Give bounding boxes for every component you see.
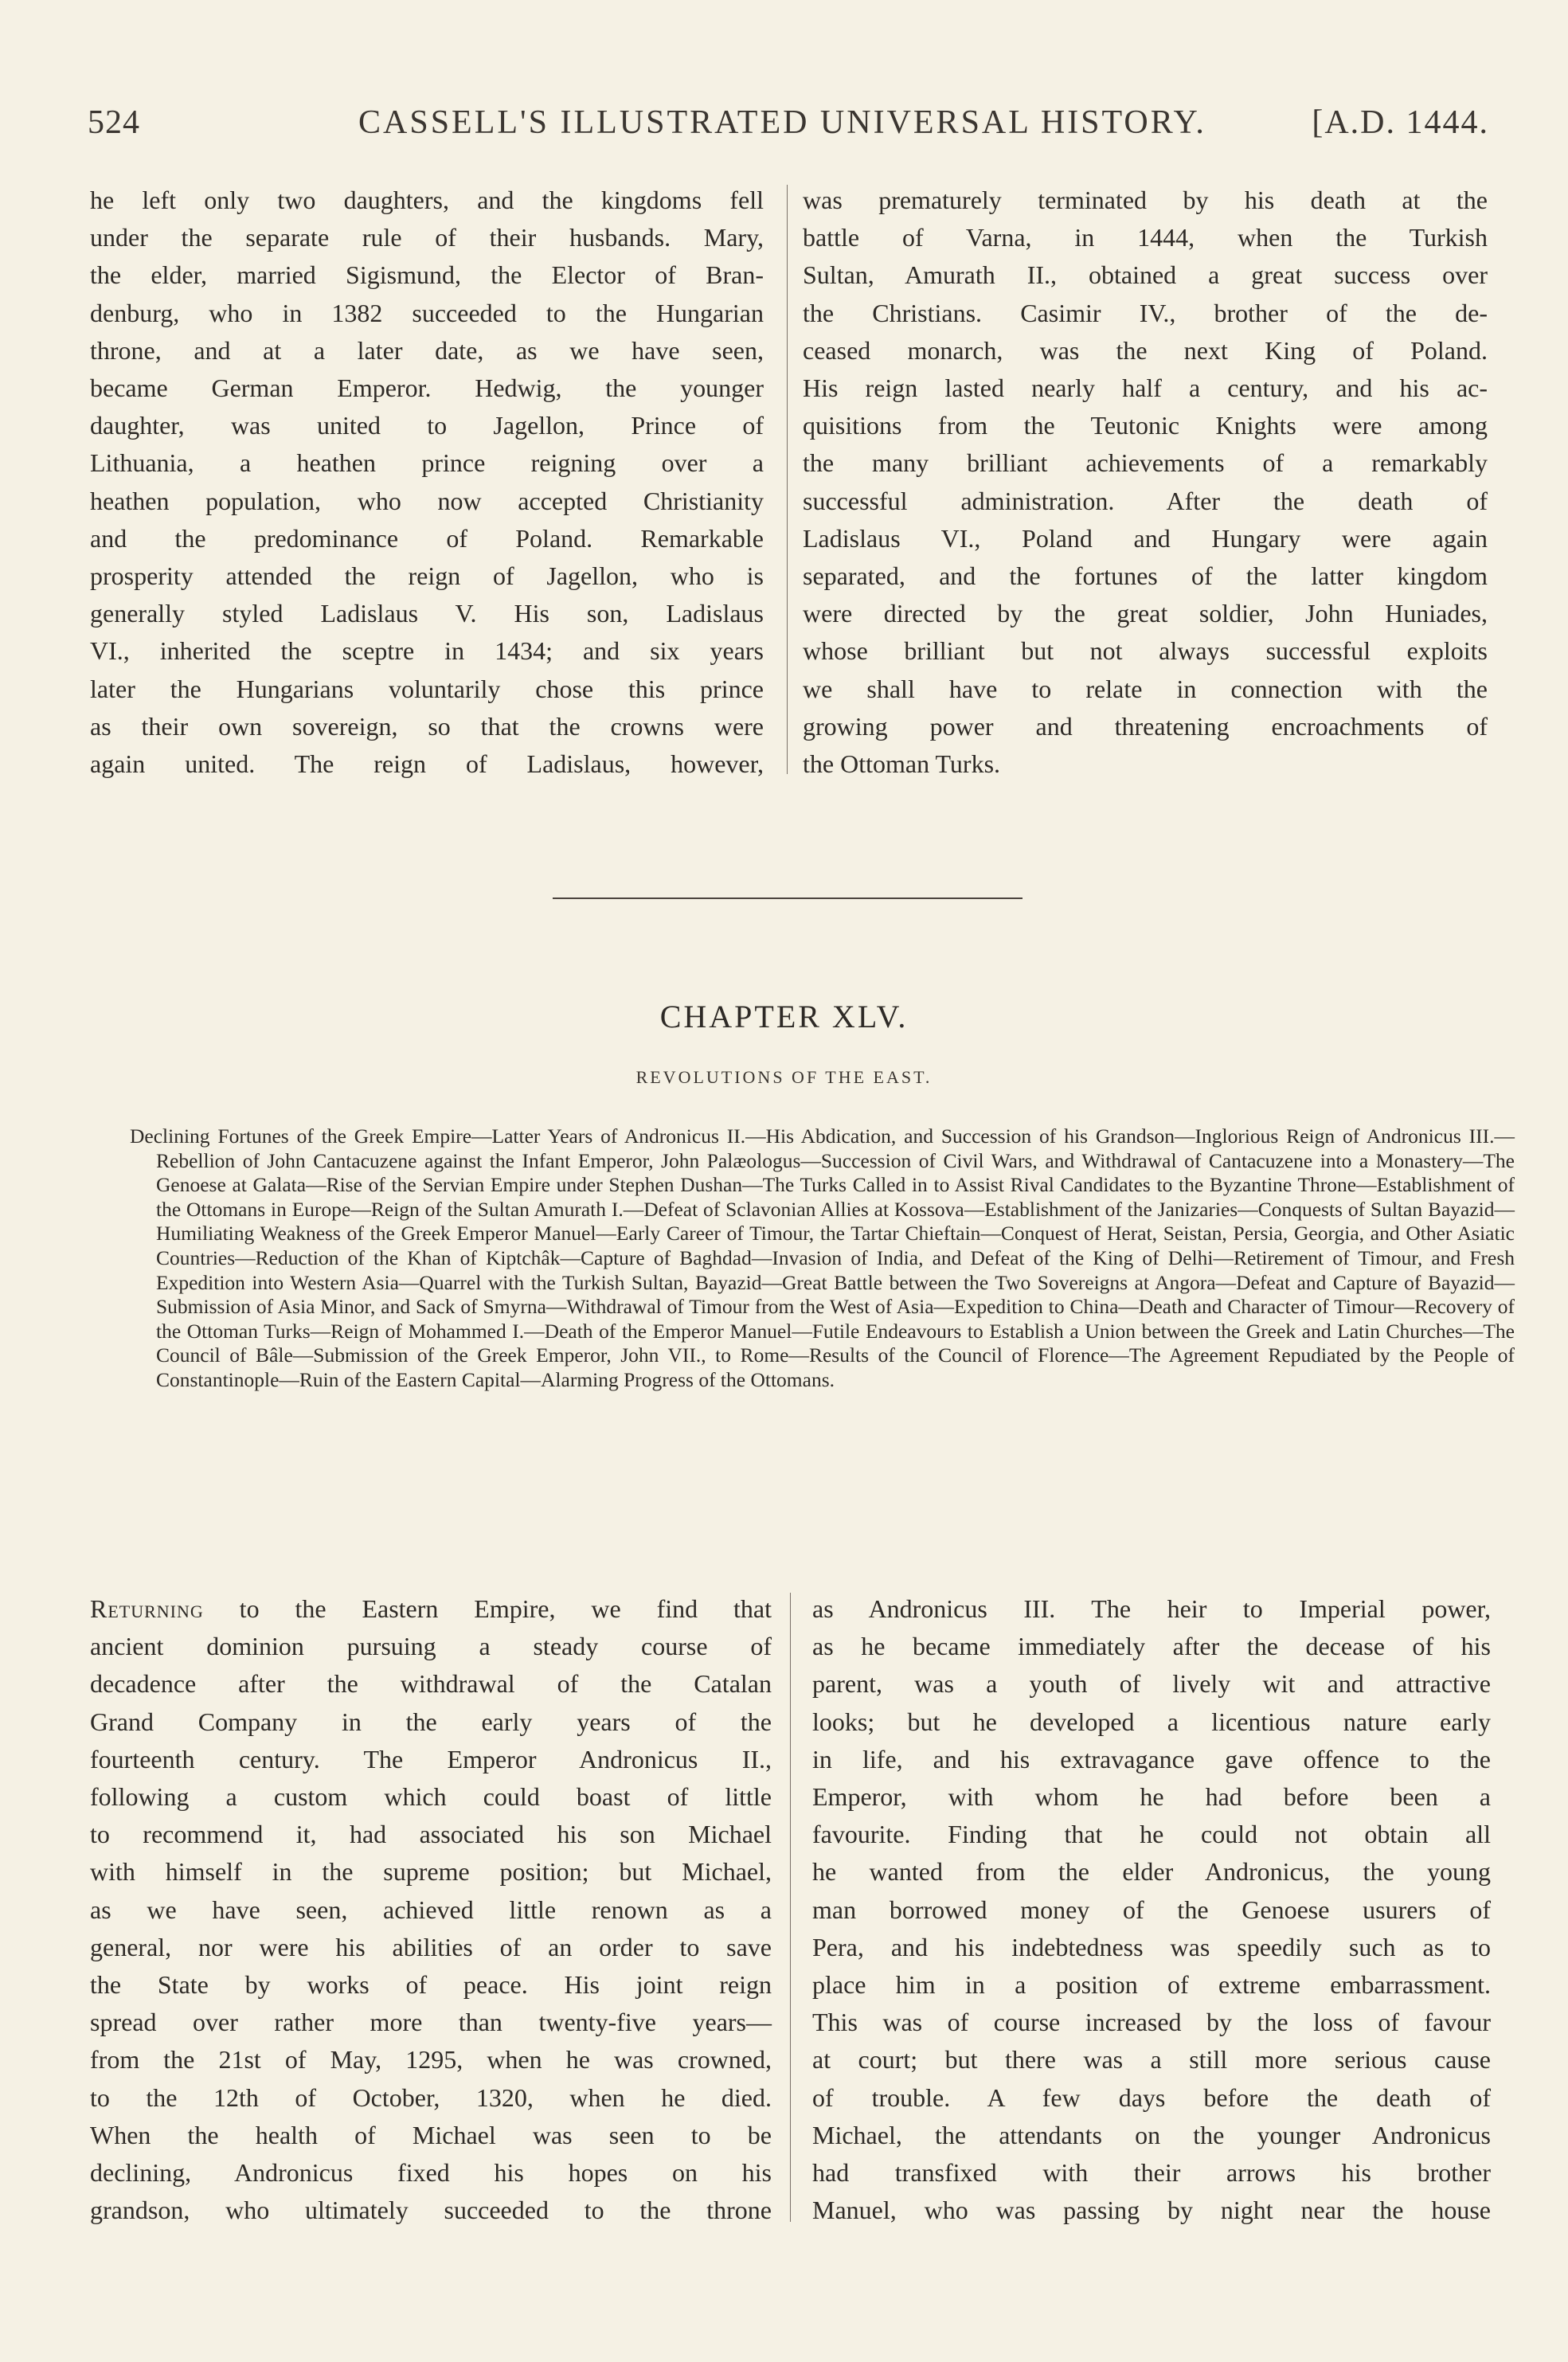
drop-word: Returning	[90, 1594, 204, 1623]
text-line: as Andronicus III. The heir to Imperial power,	[812, 1594, 1491, 1623]
text-line: the State by works of peace. His joint reign	[90, 1970, 772, 2000]
text-line-first	[90, 1590, 772, 1628]
text-line: was prematurely terminated by his death at the	[803, 186, 1488, 214]
text-line: throne, and at a later date, as we have seen,	[90, 335, 764, 365]
text-line: the Ottoman Turks.	[803, 749, 1001, 779]
text-line: Emperor, with whom he had before been a	[812, 1782, 1491, 1812]
text-line: growing power and threatening encroachments of	[803, 711, 1488, 741]
text-line: as we have seen, achieved little renown as a	[90, 1895, 772, 1924]
text-line: Ladislaus VI., Poland and Hungary were again	[803, 523, 1488, 553]
text-line: prosperity attended the reign of Jagellon, who is	[90, 561, 764, 591]
text-line: the elder, married Sigismund, the Elector of Bran-	[90, 260, 764, 290]
text-line: denburg, who in 1382 succeeded to the Hungarian	[90, 298, 764, 327]
column-rule-bottom	[790, 1593, 791, 2222]
text-line: Lithuania, a heathen prince reigning over a	[90, 448, 764, 478]
text-line: place him in a position of extreme embarrassment.	[812, 1970, 1491, 2000]
text-line: successful administration. After the death of	[803, 486, 1488, 515]
text-line: This was of course increased by the loss of favour	[812, 2008, 1491, 2037]
text-line: from the 21st of May, 1295, when he was crowned,	[90, 2045, 772, 2075]
text-line: of trouble. A few days before the death of	[812, 2082, 1491, 2112]
text-line: the Christians. Casimir IV., brother of the de-	[803, 298, 1488, 327]
text-line: Manuel, who was passing by night near the house	[812, 2196, 1491, 2225]
text-line: to recommend it, had associated his son Michael	[90, 1820, 772, 1849]
text-line: Grand Company in the early years of the	[90, 1707, 772, 1736]
text-line: general, nor were his abilities of an order to save	[90, 1932, 772, 1961]
chapter-subtitle: REVOLUTIONS OF THE EAST.	[635, 1067, 933, 1087]
text-line: parent, was a youth of lively wit and attractive	[812, 1669, 1491, 1699]
text-line: decadence after the withdrawal of the Catalan	[90, 1669, 772, 1699]
section-divider	[553, 897, 1023, 899]
text-line: following a custom which could boast of little	[90, 1782, 772, 1812]
text-line: as he became immediately after the decease of his	[812, 1632, 1491, 1661]
text-line: later the Hungarians voluntarily chose this prince	[90, 674, 764, 703]
text-line: again united. The reign of Ladislaus, however,	[90, 749, 764, 779]
text-line: at court; but there was a still more serious cause	[812, 2045, 1491, 2075]
chapter-title: CHAPTER XLV.	[659, 999, 909, 1034]
text-line: became German Emperor. Hedwig, the younger	[90, 373, 764, 403]
text-line: we shall have to relate in connection with the	[803, 674, 1488, 703]
text-line: battle of Varna, in 1444, when the Turkish	[803, 223, 1488, 252]
text-line: declining, Andronicus fixed his hopes on his	[90, 2158, 772, 2188]
text-line: man borrowed money of the Genoese usurers of	[812, 1895, 1491, 1924]
text-line-rest: to the Eastern Empire, we find that	[203, 1594, 772, 1623]
text-line: in life, and his extravagance gave offence to the	[812, 1744, 1491, 1773]
text-line: Michael, the attendants on the younger Andronicus	[812, 2120, 1491, 2149]
bottom-right-column	[812, 1590, 1491, 2229]
top-left-column	[90, 182, 764, 783]
text-line: ancient dominion pursuing a steady course of	[90, 1632, 772, 1661]
page-number: 524	[88, 104, 140, 141]
text-line: under the separate rule of their husbands. Mary,	[90, 223, 764, 252]
column-rule-top	[787, 185, 788, 774]
text-line: When the health of Michael was seen to be	[90, 2120, 772, 2149]
text-line: favourite. Finding that he could not obtain all	[812, 1820, 1491, 1849]
running-header	[88, 104, 1489, 143]
text-line: Pera, and his indebtedness was speedily such as to	[812, 1932, 1491, 1961]
text-line: quisitions from the Teutonic Knights were among	[803, 411, 1488, 440]
text-line: daughter, was united to Jagellon, Prince of	[90, 411, 764, 440]
text-line: grandson, who ultimately succeeded to the throne	[90, 2196, 772, 2225]
text-line: fourteenth century. The Emperor Andronicus II.,	[90, 1744, 772, 1773]
text-line: spread over rather more than twenty-five years—	[90, 2008, 772, 2037]
text-line: to the 12th of October, 1320, when he died.	[90, 2082, 772, 2112]
text-line: generally styled Ladislaus V. His son, Ladislaus	[90, 599, 764, 628]
running-title: CASSELL'S ILLUSTRATED UNIVERSAL HISTORY.	[358, 104, 1206, 141]
text-line: whose brilliant but not always successful exploits	[803, 636, 1488, 666]
text-line: were directed by the great soldier, John Huniades,	[803, 599, 1488, 628]
running-date: [A.D. 1444.	[1312, 104, 1489, 141]
text-line: had transfixed with their arrows his brother	[812, 2158, 1491, 2188]
text-line: Sultan, Amurath II., obtained a great success over	[803, 260, 1488, 290]
bottom-left-column	[90, 1590, 772, 2229]
text-line: the many brilliant achievements of a remarkably	[803, 448, 1488, 478]
text-line: ceased monarch, was the next King of Poland.	[803, 335, 1488, 365]
text-line: heathen population, who now accepted Christianity	[90, 486, 764, 515]
text-line: he left only two daughters, and the kingdoms fell	[90, 186, 764, 214]
text-line: and the predominance of Poland. Remarkable	[90, 523, 764, 553]
top-right-column	[803, 182, 1488, 783]
text-line: looks; but he developed a licentious nature early	[812, 1707, 1491, 1736]
text-line: as their own sovereign, so that the crowns were	[90, 711, 764, 741]
text-line: VI., inherited the sceptre in 1434; and six years	[90, 636, 764, 666]
text-line: His reign lasted nearly half a century, and his ac-	[803, 373, 1488, 403]
chapter-synopsis: Declining Fortunes of the Greek Empire—Latter Years of Andronicus II.—His Abdication, and Succession of his Grandson—Inglorious Reign of Andronicus III.—Rebellion of John Cantacuzene against the Infant Emperor, John Palæologus—Succession of Civil Wars, and Withdrawal of Cantacuzene into a Monastery—The Genoese at Galata—Rise of the Servian Empire under Stephen Dushan—The Turks Called in to Assist Rival Candidates to the Byzantine Throne—Establishment of the Ottomans in Europe—Reign of the Sultan Amurath I.—Defeat of Sclavonian Allies at Kossova—Establishment of the Janizaries—Conquests of Sultan Bayazid—Humiliating Weakness of the Greek Emperor Manuel—Early Career of Timour, the Tartar Chieftain—Conquest of Herat, Seistan, Persia, Georgia, and Other Asiatic Countries—Reduction of the Khan of Kiptchâk—Capture of Baghdad—Invasion of India, and Defeat of the King of Delhi—Retirement of Timour, and Fresh Expedition into Western Asia—Quarrel with the Turkish Sultan, Bayazid—Great Battle between the Two Sovereigns at Angora—Defeat and Capture of Bayazid—Submission of Asia Minor, and Sack of Smyrna—Withdrawal of Timour from the West of Asia—Expedition to China—Death and Character of Timour—Recovery of the Ottoman Turks—Reign of Mohammed I.—Death of the Emperor Manuel—Futile Endeavours to Establish a Union between the Greek and Latin Churches—The Council of Bâle—Submission of the Greek Emperor, John VII., to Rome—Results of the Council of Florence—The Agreement Repudiated by the People of Constantinople—Ruin of the Eastern Capital—Alarming Progress of the Ottomans.	[130, 1124, 1515, 1391]
text-line: separated, and the fortunes of the latter kingdom	[803, 561, 1488, 591]
text-line: he wanted from the elder Andronicus, the young	[812, 1857, 1491, 1887]
text-line: with himself in the supreme position; but Michael,	[90, 1857, 772, 1887]
